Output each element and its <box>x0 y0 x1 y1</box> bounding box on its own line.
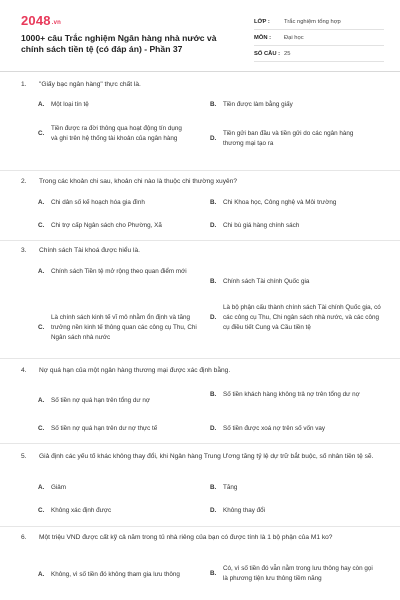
text-label: Chi bù giá hàng chính sách <box>223 222 300 229</box>
answer-option[interactable] <box>38 198 203 208</box>
header-divider <box>0 71 400 72</box>
question-text <box>21 366 381 376</box>
answer-option[interactable] <box>210 277 385 287</box>
text-label: Giảm <box>51 484 67 491</box>
question-separator <box>0 526 400 527</box>
answer-option[interactable] <box>210 483 385 493</box>
option-letter: B. <box>210 570 217 577</box>
meta-row-class <box>254 14 384 30</box>
text-label: Tiền gửi ban đầu và tiền gửi do các ngân hàng thương mại tạo ra <box>223 130 354 147</box>
answer-option[interactable] <box>38 267 203 277</box>
text-label: Nợ quá hạn của một ngân hàng thương mại được xác định bằng. <box>39 367 231 374</box>
option-letter: A. <box>38 397 45 404</box>
option-letter: C. <box>38 425 45 432</box>
option-letter: D. <box>210 507 217 514</box>
meta-row-subject <box>254 30 384 46</box>
text-label: Giả định các yếu tố khác không thay đổi, khi Ngân hàng Trung Ương tăng tỷ lệ dự trữ bắt buộc, số nhân tiền tệ sẽ. <box>39 453 374 460</box>
option-letter: A. <box>38 199 45 206</box>
logo-brand: 2048 <box>21 13 51 28</box>
header <box>0 0 400 72</box>
option-letter: B. <box>210 199 217 206</box>
answer-option[interactable] <box>210 390 385 400</box>
answer-option[interactable] <box>210 221 385 231</box>
text-label: Chính sách Tài chính Quốc gia <box>223 278 310 285</box>
answer-option[interactable] <box>210 424 385 434</box>
option-letter: C. <box>38 130 45 137</box>
text-label: Chính sách Tiền tệ mở rộng theo quan điểm mới <box>51 268 187 275</box>
answer-option[interactable] <box>210 100 380 110</box>
question-text <box>21 80 381 90</box>
text-label: Số tiền nợ quá hạn trên tổng dư nợ <box>51 397 150 404</box>
text-label: Là bộ phận cấu thành chính sách Tài chính Quốc gia, có các công cụ Thu, Chi ngân sách nhà nước, và các công cụ điều tiết Cung và Cầu tiền tệ <box>223 304 381 331</box>
question-number: 2. <box>21 178 27 185</box>
answer-option[interactable] <box>210 303 385 333</box>
meta-table <box>254 14 384 62</box>
question-text <box>21 452 381 462</box>
answer-option[interactable] <box>38 221 203 231</box>
site-logo[interactable] <box>21 13 61 28</box>
question-separator <box>0 358 400 359</box>
question-separator <box>0 170 400 171</box>
meta-key: SỐ CÂU : <box>254 50 281 57</box>
question-text <box>21 533 381 543</box>
answer-option[interactable] <box>210 198 385 208</box>
answer-option[interactable] <box>210 129 380 149</box>
document-title: 1000+ câu Trắc nghiệm Ngân hàng nhà nước và chính sách tiền tệ (có đáp án) - Phần 37 <box>21 33 217 54</box>
text-label: "Giấy bạc ngân hàng" thực chất là. <box>39 81 141 88</box>
option-letter: B. <box>210 484 217 491</box>
answer-option[interactable] <box>38 506 203 516</box>
text-label: Có, vì số tiền đó vẫn nằm trong lưu thông hay còn gọi là phương tiện lưu thông tiềm năng <box>223 565 373 582</box>
answer-option[interactable] <box>38 424 203 434</box>
meta-value: Đại học <box>284 34 304 41</box>
text-label: Không thay đổi <box>223 507 266 514</box>
text-label: Số tiền nợ quá hạn trên dư nợ thực tế <box>51 425 158 432</box>
option-letter: C. <box>38 222 45 229</box>
text-label: Một triệu VND được cất kỹ cả năm trong tủ nhà riêng của bạn có được tính là 1 bộ phận của M1 ko? <box>39 534 333 541</box>
text-label: Chi dân số kế hoạch hóa gia đình <box>51 199 145 206</box>
option-letter: A. <box>38 268 45 275</box>
meta-row-count <box>254 46 384 62</box>
answer-option[interactable] <box>210 564 385 584</box>
answer-option[interactable] <box>38 313 208 343</box>
option-letter: A. <box>38 484 45 491</box>
meta-key: LỚP : <box>254 18 270 25</box>
text-label: Trong các khoản chi sau, khoản chi nào là thuộc chi thường xuyên? <box>39 178 238 185</box>
text-label: Tăng <box>223 484 238 491</box>
text-label: Không, vì số tiền đó không tham gia lưu thông <box>51 571 180 578</box>
answer-option[interactable] <box>38 100 198 110</box>
question-separator <box>0 443 400 444</box>
text-label: Chính sách Tài khoá được hiểu là. <box>39 247 140 254</box>
meta-key: MÔN : <box>254 34 272 41</box>
answer-option[interactable] <box>38 483 203 493</box>
answer-option[interactable] <box>210 506 385 516</box>
text-label: Tiền được làm bằng giấy <box>223 101 293 108</box>
option-letter: B. <box>210 391 217 398</box>
text-label: Số tiền được xoá nợ trên số vốn vay <box>223 425 326 432</box>
text-label: Chi Khoa học, Công nghệ và Môi trường <box>223 199 337 206</box>
option-letter: D. <box>210 135 217 142</box>
question-number: 5. <box>21 453 27 460</box>
option-letter: A. <box>38 101 45 108</box>
question-text <box>21 246 381 256</box>
logo-tld: .vn <box>51 20 62 26</box>
text-label: Số tiền khách hàng không trả nợ trên tổng dư nợ <box>223 391 360 398</box>
option-letter: D. <box>210 314 217 321</box>
question-text <box>21 177 381 187</box>
meta-value: 25 <box>284 50 291 57</box>
option-letter: B. <box>210 278 217 285</box>
option-letter: C. <box>38 324 45 331</box>
option-letter: B. <box>210 101 217 108</box>
text-label: Tiền được ra đời thông qua hoạt động tín dụng và ghi trên hệ thống tài khoản của ngân hàng <box>51 125 182 142</box>
option-letter: C. <box>38 507 45 514</box>
answer-option[interactable] <box>38 396 203 406</box>
text-label: Chi trợ cấp Ngân sách cho Phường, Xã <box>51 222 162 229</box>
option-letter: D. <box>210 222 217 229</box>
question-number: 3. <box>21 247 27 254</box>
text-label: Không xác định được <box>51 507 112 514</box>
text-label: Một loại tín tệ <box>51 101 89 108</box>
question-number: 6. <box>21 534 27 541</box>
option-letter: D. <box>210 425 217 432</box>
meta-value: Trắc nghiệm tổng hợp <box>284 18 341 25</box>
option-letter: A. <box>38 571 45 578</box>
answer-option[interactable] <box>38 124 198 144</box>
text-label: Là chính sách kinh tế vĩ mô nhằm ổn định và tăng trưởng nền kinh tế thông quan các công cụ Thu, Chi Ngân sách nhà nước <box>51 314 197 341</box>
answer-option[interactable] <box>38 570 203 580</box>
question-number: 1. <box>21 81 27 88</box>
question-number: 4. <box>21 367 27 374</box>
question-separator <box>0 240 400 241</box>
